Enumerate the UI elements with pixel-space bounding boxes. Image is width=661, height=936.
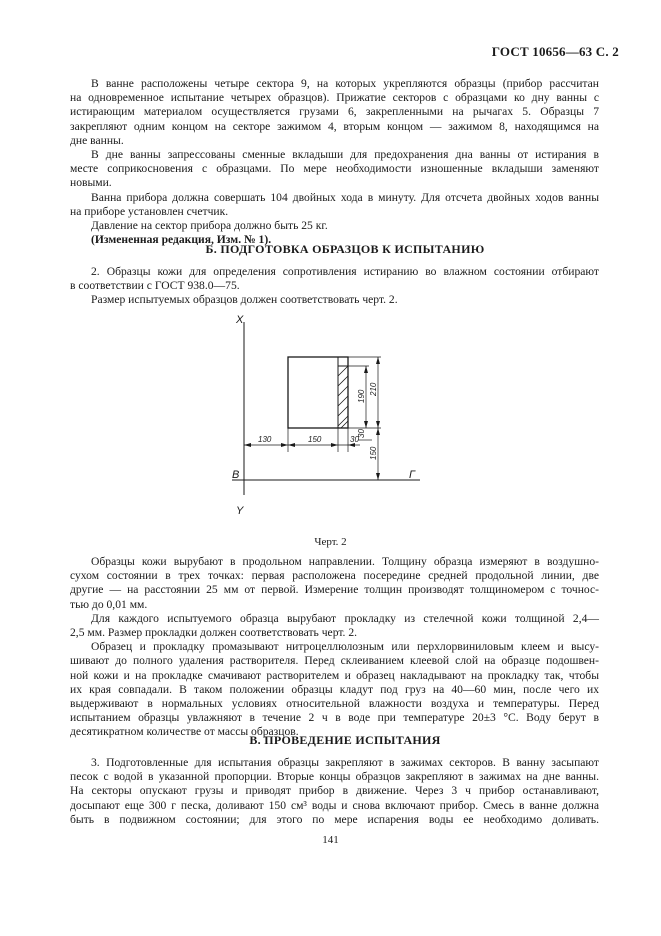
line: сухом состоянии в трех точках: первая расположена посередине средней продольной линии, две xyxy=(70,569,599,583)
line: тью до 0,01 мм. xyxy=(70,597,148,611)
line: истирающим материалом осуществляется грузами 6, закрепленными на рычагах 5. Образцы 7 xyxy=(70,105,599,119)
line: В ванне расположены четыре сектора 9, на которых укрепляются образцы (прибор рассчитан xyxy=(91,77,599,90)
line: закрепляют одним концом на секторе зажимом 4, вторым концом — зажимом 8, находящимся на xyxy=(70,119,599,133)
line: В дне ванны запрессованы сменные вкладыши для предохранения дна ванны от истирания в xyxy=(91,148,599,162)
strip-hatching xyxy=(338,366,348,428)
line: Образец и прокладку промазывают нитроцеллюлозным или перхлорвиниловым клеем и высу- xyxy=(91,640,599,654)
line: их края совпадали. В таком положении образцы кладут под груз на 40—60 мин, после чего их xyxy=(70,682,599,696)
line: испытанием образцы увлажняют в течение 2 ч в воде при температуре 20±3 °С. Воду берут в xyxy=(70,711,599,725)
dim-210-label: 210 xyxy=(369,382,378,396)
line: другие — на расстоянии 25 мм от первой. Измерение толщин производят толщиномером с точнос- xyxy=(70,583,599,597)
dim-150v-label: 150 xyxy=(369,446,378,460)
point-g-label: Г xyxy=(409,469,415,481)
line: десятикратном количестве от массы образцов. xyxy=(70,725,299,739)
line: Размер испытуемых образцов должен соответствовать черт. 2. xyxy=(91,293,398,307)
line: 3. Подготовленные для испытания образцы закрепляют в зажимах секторов. В ванну засыпают xyxy=(91,756,599,769)
line: 2,5 мм. Размер прокладки должен соответствовать черт. 2. xyxy=(70,626,358,640)
line: на приборе установлен счетчик. xyxy=(70,204,229,218)
line: месте соприкосновения с образцами. По мере необходимости изношенные вкладыши заменяют xyxy=(70,162,599,176)
line: выдерживают в нормальных условиях относительной влажности воздуха и температуры. Перед xyxy=(70,697,599,711)
text-block-cutting xyxy=(70,555,599,740)
sample-outline xyxy=(288,357,348,428)
line: дне ванны. xyxy=(70,133,124,147)
dimension-arrows xyxy=(244,357,380,480)
line: досыпают еще 300 г песка, доливают 150 см³ воды и снова включают прибор. Смесь в ванне должна xyxy=(70,798,599,812)
section-title-b: Б. ПОДГОТОВКА ОБРАЗЦОВ К ИСПЫТАНИЮ xyxy=(205,242,485,256)
line: Ванна прибора должна совершать 104 двойных хода в минуту. Для отсчета двойных ходов ванны xyxy=(91,190,599,204)
dim-130-label: 130 xyxy=(258,435,272,444)
line: На секторы опускают грузы и приводят прибор в движение. Через 3 ч прибор останавливают, xyxy=(70,784,599,798)
line: шивают до полного удаления растворителя. Перед склеиванием клеевой слой на образце подошвен- xyxy=(70,654,599,668)
dim-30v-label: 30 xyxy=(357,429,366,438)
line: песок с водой в указанной пропорции. Вторые концы образцов закрепляют в зажимах на дне ванны. xyxy=(70,770,599,784)
text-block-testing xyxy=(70,756,599,827)
line: новыми. xyxy=(70,176,112,190)
point-b-label: В xyxy=(232,469,240,481)
axis-x-label: X xyxy=(236,314,244,326)
line: Для каждого испытуемого образца вырубают прокладку из стелечной кожи толщиной 2,4— xyxy=(91,611,599,625)
section-title-v: В. ПРОВЕДЕНИЕ ИСПЫТАНИЯ xyxy=(249,733,441,747)
line: 2. Образцы кожи для определения сопротивления истиранию во влажном состоянии отбирают xyxy=(91,265,599,278)
figure-caption: Черт. 2 xyxy=(314,536,347,548)
dim-30h-label: 30 xyxy=(350,435,359,444)
line: на одновременное испытание четырех образцов). Прижатие секторов с образцами ко дну ванны с xyxy=(70,91,599,105)
line: Давление на сектор прибора должно быть 25 кг. xyxy=(91,219,328,233)
axis-y-label: Y xyxy=(236,505,244,517)
line: Образцы кожи вырубают в продольном направлении. Толщину образца измеряют в воздушно- xyxy=(91,555,599,568)
line: в соответствии с ГОСТ 938.0—75. xyxy=(70,279,240,293)
amendment-note: (Измененная редакция, Изм. № 1). xyxy=(91,233,272,247)
dim-150h-label: 150 xyxy=(308,435,322,444)
page-number: 141 xyxy=(322,834,339,846)
page-header: ГОСТ 10656—63 С. 2 xyxy=(491,44,619,59)
line: ной кожи и на прокладке смачивают растворителем и образец накладывают на прокладку так, чтобы xyxy=(70,668,599,682)
dim-190-label: 190 xyxy=(357,389,366,403)
line: быть в подвижном состоянии; для этого по мере испарения воды ее необходимо доливать. xyxy=(70,812,599,826)
